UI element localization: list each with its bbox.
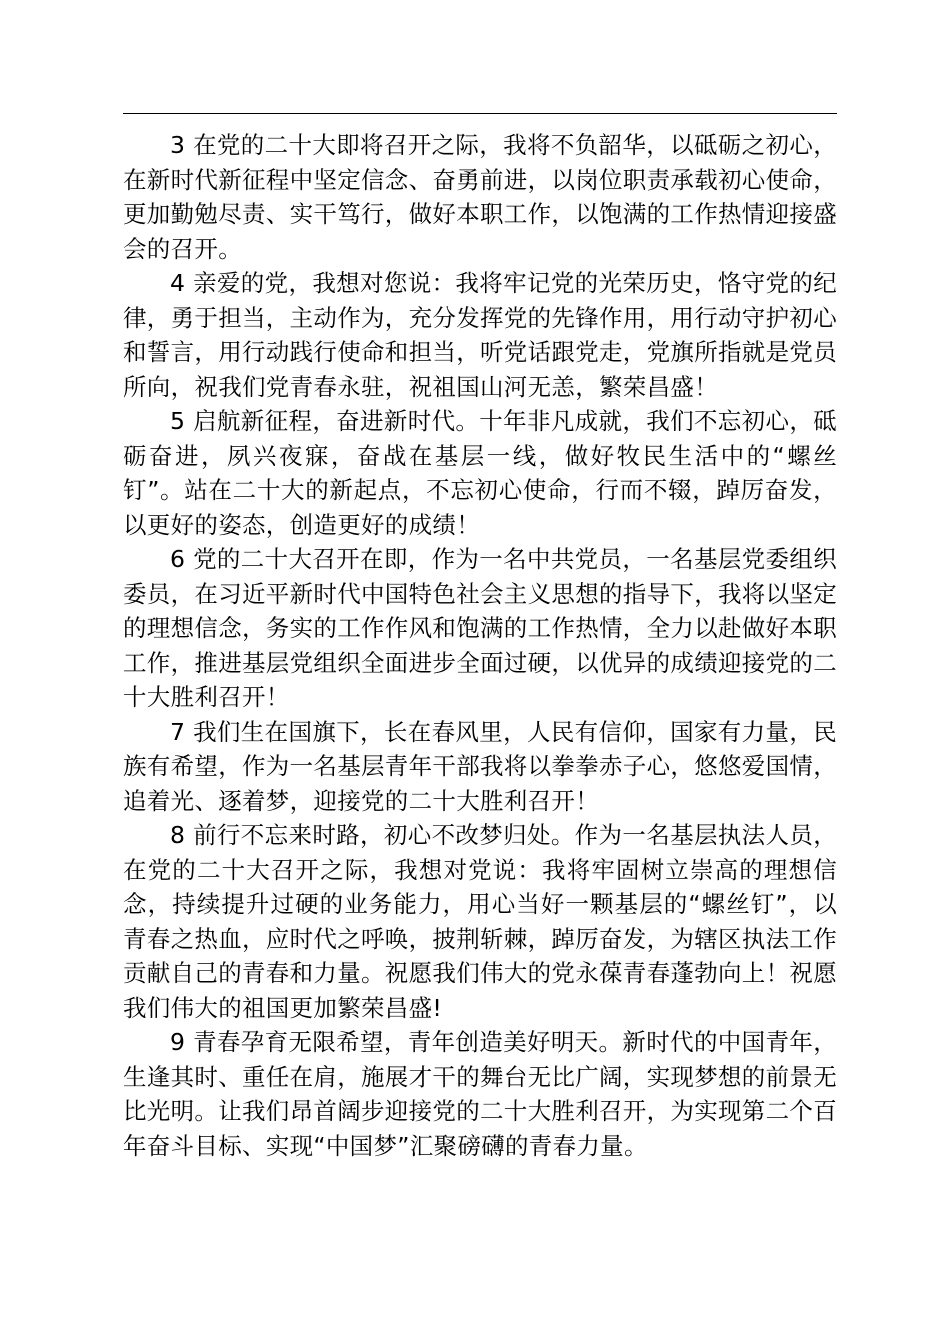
paragraph-9: 9 青春孕育无限希望，青年创造美好明天。新时代的中国青年，生逢其时、重任在肩，施展才干的舞台无比广阔，实现梦想的前景无比光明。让我们昂首阔步迎接党的二十大胜利召开，为实现第二个百年奋斗目标、实现“中国梦”汇聚磅礴的青春力量。 (123, 1028, 837, 1160)
paragraph-7: 7 我们生在国旗下，长在春风里，人民有信仰，国家有力量，民族有希望，作为一名基层青年干部我将以拳拳赤子心，悠悠爱国情，追着光、逐着梦，迎接党的二十大胜利召开！ (123, 717, 837, 815)
paragraph-3: 3 在党的二十大即将召开之际，我将不负韶华，以砥砺之初心，在新时代新征程中坚定信念、奋勇前进，以岗位职责承载初心使命，更加勤勉尽责、实干笃行，做好本职工作，以饱满的工作热情迎接盛会的召开。 (123, 131, 837, 263)
paragraph-8: 8 前行不忘来时路，初心不改梦归处。作为一名基层执法人员，在党的二十大召开之际，我想对党说：我将牢固树立崇高的理想信念，持续提升过硬的业务能力，用心当好一颗基层的“螺丝钉”，以青春之热血，应时代之呼唤，披荆斩棘，踔厉奋发，为辖区执法工作贡献自己的青春和力量。祝愿我们伟大的党永葆青春蓬勃向上！祝愿我们伟大的祖国更加繁荣昌盛! (123, 821, 837, 1022)
paragraph-6: 6 党的二十大召开在即，作为一名中共党员，一名基层党委组织委员，在习近平新时代中国特色社会主义思想的指导下，我将以坚定的理想信念，务实的工作作风和饱满的工作热情，全力以赴做好本职工作，推进基层党组织全面进步全面过硬，以优异的成绩迎接党的二十大胜利召开！ (123, 545, 837, 711)
paragraph-4: 4 亲爱的党，我想对您说：我将牢记党的光荣历史，恪守党的纪律，勇于担当，主动作为，充分发挥党的先锋作用，用行动守护初心和誓言，用行动践行使命和担当，听党话跟党走，党旗所指就是党员所向，祝我们党青春永驻，祝祖国山河无恙，繁荣昌盛！ (123, 269, 837, 401)
document-body (123, 128, 837, 1163)
paragraph-5: 5 启航新征程，奋进新时代。十年非凡成就，我们不忘初心，砥砺奋进，夙兴夜寐，奋战在基层一线，做好牧民生活中的“螺丝钉”。站在二十大的新起点，不忘初心使命，行而不辍，踔厉奋发，以更好的姿态，创造更好的成绩！ (123, 407, 837, 539)
header-divider (123, 113, 837, 114)
